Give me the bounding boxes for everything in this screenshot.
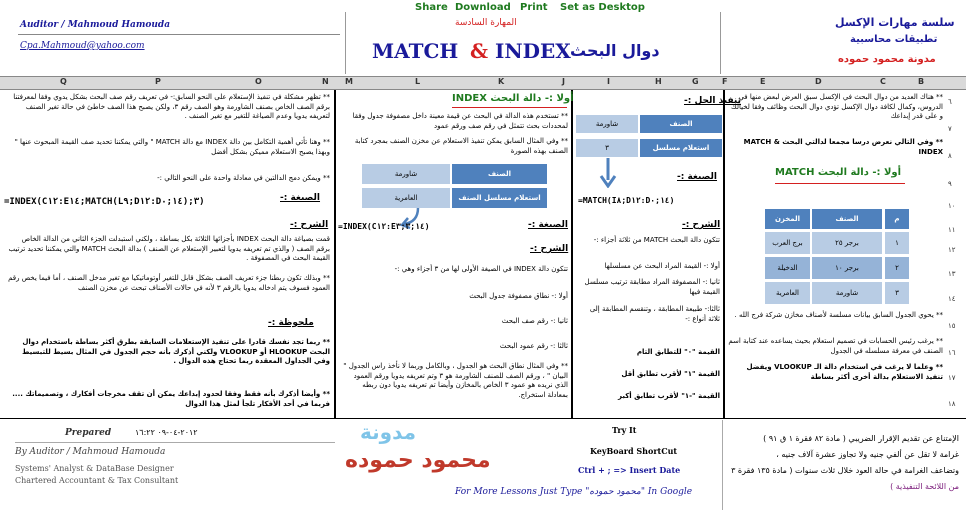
down-arrow-icon [598,158,618,188]
top-links [415,2,715,14]
note-label: ملحوظة :- [268,318,314,328]
combined-explain-2: ** وبذلك تكون ربطنا جزء تعريف الصف بشكل قابل للتغير أوتوماتيكيا مع تغير مدخل الصنف ، أما فيما يخص رقم العمود فسوف يتم ادخاله يدويا بالرقم ٣ لأنه في حالات الأصناف تبحث عن مخزن الصنف [8,274,330,292]
combined-formula-label: الصيغة :- [280,193,321,203]
col-f[interactable]: F [722,77,728,86]
table-cell[interactable]: الدخيلة [765,257,810,279]
row-number[interactable]: ١٣ [948,270,956,278]
table-cell[interactable]: برجر ١٠ [812,257,882,279]
col-j[interactable]: J [562,77,565,86]
col-n[interactable]: N [322,77,329,86]
table-cell[interactable]: ٣ [885,282,909,304]
col-d[interactable]: D [815,77,822,86]
col-c[interactable]: C [880,77,886,86]
intro-subject: ** وفي التالي نعرض درسا مجمعا لدالتي البحث MATCH & INDEX [743,138,943,156]
col-h[interactable]: H [655,77,662,86]
role-1: Systems' Analyst & DataBase Designer [15,464,174,473]
tax-tip-1: الإمتناع عن تقديم الإقرار الضريبي ( مادة ٨٢ فقرة ١ ق ٩١ ) [763,434,959,443]
row-number[interactable]: ١٦ [948,349,956,357]
match-heading: أولا :- دالة البحث MATCH [775,167,902,178]
table-cell[interactable]: ٢ [885,257,909,279]
match-result-cell[interactable]: ٣ [576,139,638,157]
index-formula-label: الصيغة :- [528,220,569,230]
col-q[interactable]: Q [60,77,67,86]
blog-name: مدونة محمود حموده [838,54,936,65]
table-description: ** يحوي الجدول السابق بيانات مسلسة لأصناف مخازن شركة فرج الله . [734,311,943,319]
skill-number: المهارة السادسة [455,18,517,28]
col-l[interactable]: L [415,77,421,86]
try-it-label: Try It [612,425,637,435]
row-number[interactable]: ٦ [948,98,952,106]
tax-tip-4: من اللائحة التنفيذية ) [890,482,959,491]
problem-paragraph: ** تظهر مشكلة في تنفيذ الإستعلام على النحو السابق:- في تعريف رقم صف البحث بشكل يدوي وفقا لمعرفتنا برقم الصف الخاص بصنف الشاورمة وهو الصف رقم ٣، ولكن يصبح هذا الصف خاطئ في حالة تغير الصنف لتعريفه يدويا وعدم الصياغة للتغير مع تغير الصنف . [13,93,330,120]
row-number[interactable]: ١٥ [948,322,956,330]
match-explain-4: ثالثا:- طبيعة المطابقة ، وتنقسم المطابقة إلى ثلاثة أنواع :- [589,305,720,323]
col-m[interactable]: M [345,77,353,86]
table-header: م [885,209,909,229]
shortcut-keys: Ctrl + ; => Insert Date [578,465,681,475]
row-number[interactable]: ١٧ [948,374,956,382]
index-explain-1: تتكون دالة INDEX في الصيغة الأولى لها من ٣ أجزاء وهي :- [394,265,568,273]
table-cell[interactable]: برجر ٢٥ [812,232,882,254]
combined-explain-1: قمت بصياغة دالة البحث INDEX بأجزائها الثلاثة بكل بساطة ، ولكني استبدلت الجزء الثاني من الدالة الخاص برقم الصف ( والذي تم تعريفه يدويا لتعبير الإستعلام عن الصنف ) بدالة البحث MATCH والتي يمكننا تحديد ترتيب القيمة البحث في المصفوفة . [8,235,330,262]
index-explain-example: ** وفي المثال نطاق البحث هو الجدول ، وبالكامل وربما لا نأخذ راس الجدول " البيان " ، ورقم الصف للصنف الشاورمة هو ٣ وتم تعريفه يدويا ورقم العمود الذي نريده هو عمود ٣ الخاص بالمخازن وأيضا تم تعريفه يدويا دون ربطه بمعادلة استخراج. [343,362,568,399]
col-e[interactable]: E [760,77,766,86]
row-number[interactable]: ١٢ [948,246,956,254]
col-g[interactable]: G [692,77,699,86]
note-paragraph-1: ** ربما تجد نفسك قادرا على تنفيذ الإستعلامات السابقة بطرق أكثر بساطة باستخدام دوال البحث HLOOKUP أو VLOOKUP ولكني أذكرك بأنه حجم الجدول في المثال بسيط للتبسيط وفي الجداول المعقدة ربما تحتاج هذه الدوال . [22,338,330,365]
email-link[interactable]: Cpa.Mahmoud@yahoo.com [20,41,145,51]
download-link[interactable]: Download [455,2,511,13]
row-number[interactable]: ٧ [948,125,952,133]
match-explain-label: الشرح :- [682,220,721,230]
col-o[interactable]: O [255,77,262,86]
table-cell[interactable]: العامرية [765,282,810,304]
match-value-minus1: القيمة "-١" لأقرب تطابق أكبر [618,392,720,400]
index-item-cell[interactable]: شاورمة [362,164,450,184]
table-header: المخزن [765,209,810,229]
vlookup-note: ** وعلما لا يرغب في استخدام دالة الـ VLOOKUP ويفضل تنفيذ الاستعلام بدالة أخرى أكثر بساطة [746,363,943,381]
match-formula[interactable]: =MATCH(I٨;D١٢:D١٤;٠) [578,196,675,205]
page-title: MATCH & INDEX دوال البحث [372,39,660,63]
index-formula[interactable]: =INDEX(C١٢:E١٤;٣;٣) [338,222,430,231]
index-example: ** وفي المثال السابق يمكن تنفيذ الاستعلام عن مخزن الصنف بمجرد كتابة الصنف بهذه الصورة [354,137,568,155]
solution-heading: تنفيذ الحل :- [684,96,741,106]
table-cell[interactable]: ١ [885,232,909,254]
tax-tip-3: وتضاعف الغرامة في حالة العود خلال ثلاث سنوات ( مادة ١٣٥ فقرة ٣ [731,466,959,475]
prepared-date: ٢٠١٢-٠٤-٠٩ ١٦:٢٢ [135,428,198,437]
col-i[interactable]: I [607,77,610,86]
index-explain-4: ثالثا :- رقم عمود البحث [499,342,568,350]
table-cell[interactable]: برج العرب [765,232,810,254]
requirement-paragraph: ** يرغب رئيس الحسابات في تصميم استعلام بحيث يساعده عند كتابة اسم الصنف في معرفة مسلسله في الجدول [728,337,943,355]
index-heading: أولا :- دالة البحث INDEX [452,93,574,104]
combined-explain-label: الشرح :- [290,220,329,230]
col-k[interactable]: K [498,77,505,86]
column-header-row [0,76,966,90]
search-item-cell[interactable]: شاورمة [576,115,638,133]
footer [0,420,966,511]
match-value-0: القيمة "٠" للتطابق التام [636,348,720,356]
col-p[interactable]: P [155,77,161,86]
set-desktop-link[interactable]: Set as Desktop [560,2,645,13]
prepared-label: Prepared [65,428,112,438]
row-number[interactable]: ١٨ [948,400,956,408]
table-cell[interactable]: شاورمة [812,282,882,304]
row-number[interactable]: ١٠ [948,202,956,210]
shortcut-label: KeyBoard ShortCut [590,446,678,456]
row-number[interactable]: ١١ [948,226,956,234]
index-result-cell[interactable]: العامرية [362,188,450,208]
index-explain-label: الشرح :- [530,244,569,254]
col-b[interactable]: B [918,77,925,86]
match-explain-3: ثانيا :- المصفوفة المراد مطابقة ترتيب مسلسل القيمة فيها [584,278,720,296]
row-number[interactable]: ٨ [948,152,952,160]
share-link[interactable]: Share [415,2,448,13]
intro-paragraph: ** هناك العديد من دوال البحث في الإكسل سبق العرض لبعض منها في الدروس، وكمال لكافة دوال الإكسل تؤدي دوال البحث وظائف وفقا لخيالك و على قدر إبداعك [731,93,943,120]
match-explain-1: تتكون دالة البحث MATCH من ثلاثة أجزاء :- [593,236,720,244]
role-2: Chartered Accountant & Tax Consultant [15,476,179,485]
match-explain-2: أولا :- القيمة المراد البحث عن مسلسلها [604,262,720,270]
row-number[interactable]: ١٤ [948,295,956,303]
combine-paragraph: ** ويمكن دمج الدالتين في معادلة واحدة على النحو التالي :- [157,174,330,182]
row-number[interactable]: ٩ [948,180,952,188]
blog-logo[interactable]: مدونة محمود حموده [345,420,491,473]
index-explain-3: ثانيا :- رقم صف البحث [501,317,568,325]
by-auditor: By Auditor / Mahmoud Hamouda [15,447,166,457]
integration-paragraph: ** وهنا تأتي أهمية التكامل بين دالة INDEX مع دالة MATCH " والتي يمكننا تحديد صف القيمة المبحوث عنها " وبهذا يصبح الاستعلام مميكن بشكل أفضل [14,138,330,156]
note-paragraph-2: ** وأيضا أذكرك بأنه فقط وفقا لحدود إبداعك يمكن أن تقف مخرجات أفكارك ، وتصميماتك .... فربما في أحد الأفكار تلجأ لمثل هذا الدوال [12,390,330,408]
series-subtitle: تطبيقات محاسبية [850,34,938,45]
print-link[interactable]: Print [520,2,548,13]
index-intro: ** تستخدم هذه الدالة في البحث عن قيمة معينة داخل مصفوفة جدول وفقا لمحددات بحث تتمثل في رقم صف ورقم عمود [352,112,568,130]
combined-formula[interactable]: =INDEX(C١٢:E١٤;MATCH(L٩;D١٢:D١٤;٠);٣) [4,197,205,207]
table-header: الصنف [812,209,882,229]
match-value-1: القيمة "١" لأقرب تطابق أقل [621,370,720,378]
match-formula-label: الصيغة :- [677,172,718,182]
tax-tip-2: غرامة لا تقل عن ألفي جنيه ولا تجاوز عشرة آلاف جنيه ، [776,450,959,459]
auditor-name: Auditor / Mahmoud Hamouda [20,20,171,30]
index-explain-2: أولا :- نطاق مصفوفة جدول البحث [469,292,568,300]
lessons-hint: For More Lessons Just Type "محمود حموده" In Google [455,487,693,497]
series-title: سلسة مهارات الإكسل [835,16,955,29]
